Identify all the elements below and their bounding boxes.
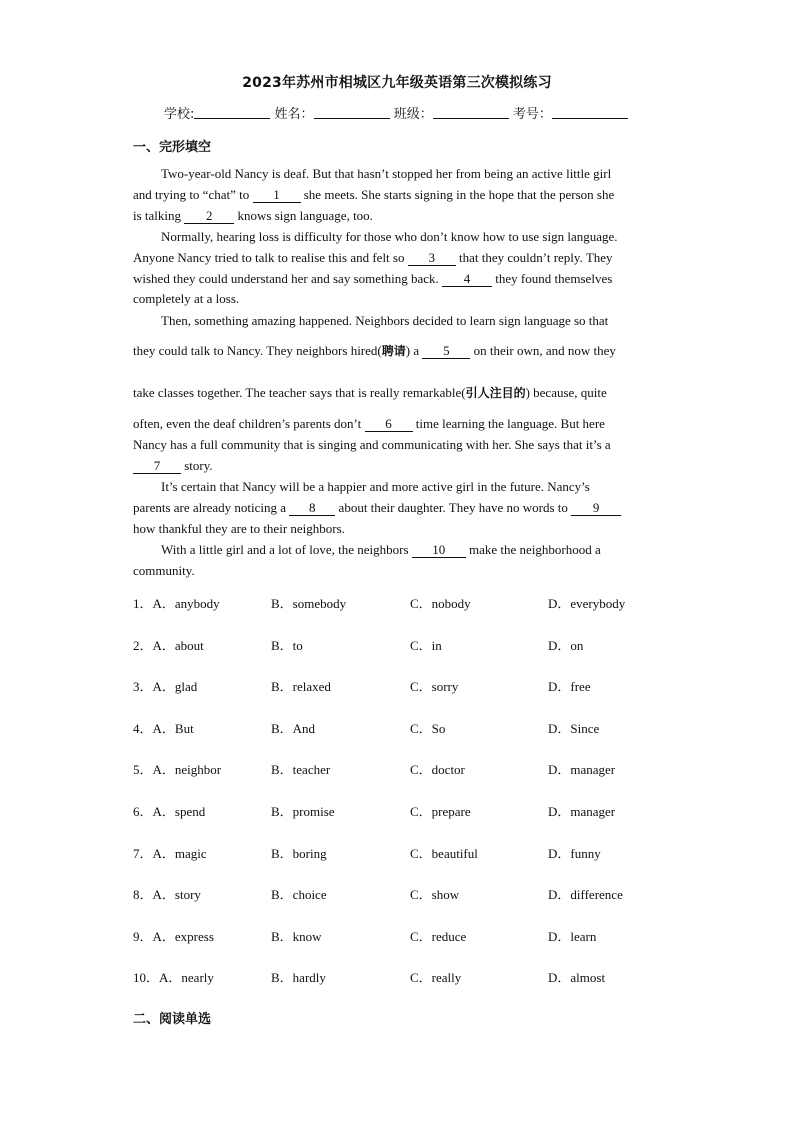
passage-paragraph-1 [133,164,653,226]
passage-paragraph-3 [133,311,653,332]
option-d[interactable]: D．funny [548,845,601,861]
exam-number-blank [552,106,628,119]
text-line: how thankful they are to their neighbors. [133,520,345,536]
chinese-gloss: 引人注目的 [465,386,526,400]
option-a[interactable]: 4．A．But [133,720,194,736]
option-a[interactable]: 7．A．magic [133,845,207,861]
option-a[interactable]: 10．A．nearly [133,970,214,986]
text-line: Anyone Nancy tried to talk to realise this and felt so 3 that they couldn’t reply. They [133,249,613,265]
class-blank [433,106,509,119]
passage-paragraph-3-cont2 [133,383,653,404]
passage-paragraph-3-cont [133,341,653,362]
blank-6: 6 [365,417,413,432]
exam-number-label: 考号： [512,107,552,122]
blank-9: 9 [571,501,621,516]
blank-4: 4 [442,272,492,287]
blank-3: 3 [408,251,456,266]
option-c[interactable]: C．So [410,720,446,736]
option-c[interactable]: C．beautiful [410,845,478,861]
text-line: is talking 2 knows sign language, too. [133,207,373,223]
class-label: 班级： [393,107,433,122]
name-blank [314,106,390,119]
option-c[interactable]: C．sorry [410,679,459,695]
option-a[interactable]: 5．A．neighbor [133,762,222,778]
text-line: 7 story. [133,456,653,477]
option-c[interactable]: C．doctor [410,762,465,778]
text-line: Nancy has a full community that is singing and communicating with her. She says that it’s a [133,436,611,452]
option-c[interactable]: C．nobody [410,596,471,611]
name-label: 姓名： [274,107,314,122]
blank-7: 7 [133,459,181,474]
text-line: parents are already noticing a 8 about their daughter. They have no words to 9 [133,498,653,519]
text-line: Then, something amazing happened. Neighbors decided to learn sign language so that [161,313,609,328]
option-c[interactable]: C．reduce [410,928,467,944]
option-c[interactable]: C．in [410,637,442,653]
question-row [133,926,693,968]
option-a[interactable]: 8．A．story [133,887,201,903]
option-b[interactable]: B．choice [271,887,327,903]
option-b[interactable]: B．And [271,720,316,736]
option-b[interactable]: B．promise [271,803,335,819]
text-line: wished they could understand her and say something back. 4 they found themselves [133,270,613,286]
question-row [133,759,693,801]
chinese-gloss: 聘请 [381,344,406,358]
option-a[interactable]: 3．A．glad [133,679,198,695]
option-b[interactable]: B．hardly [271,970,326,986]
option-a[interactable]: 6．A．spend [133,803,206,819]
option-b[interactable]: B．know [271,928,322,944]
option-d[interactable]: D．on [548,637,584,653]
student-info-line [164,103,628,122]
option-d[interactable]: D．manager [548,803,616,819]
question-row [133,801,693,843]
question-row [133,718,693,760]
question-row [133,676,693,718]
option-b[interactable]: B．boring [271,845,327,861]
question-row [133,593,693,635]
school-label: 学校: [164,107,195,122]
option-d[interactable]: D．everybody [548,596,626,611]
passage-paragraph-5 [133,540,653,582]
passage-paragraph-3-cont3 [133,414,653,476]
blank-5: 5 [422,344,470,359]
text-line: and trying to “chat” to 1 she meets. She starts signing in the hope that the person she [133,186,615,202]
blank-8: 8 [289,501,335,516]
option-b[interactable]: B．teacher [271,762,331,778]
text-line: With a little girl and a lot of love, the neighbors 10 make the neighborhood a [161,542,601,557]
question-row [133,967,693,1009]
option-d[interactable]: D．almost [548,970,606,986]
text-line: community. [133,562,195,578]
option-a[interactable]: 1．A．anybody [133,596,220,611]
option-b[interactable]: B．somebody [271,596,347,611]
text-line: Two-year-old Nancy is deaf. But that hasn’t stopped her from being an active little girl [161,166,612,181]
question-options [133,593,693,1009]
text-line: It’s certain that Nancy will be a happier and more active girl in the future. Nancy’s [161,479,590,494]
text-line: Normally, hearing loss is difficulty for those who don’t know how to use sign language. [161,229,618,244]
option-d[interactable]: D．free [548,679,591,695]
section-heading-reading: 二、阅读单选 [133,1012,212,1027]
question-row [133,635,693,677]
blank-10: 10 [412,543,466,558]
option-c[interactable]: C．really [410,970,462,986]
text-line: completely at a loss. [133,291,240,307]
school-blank [194,106,270,119]
option-b[interactable]: B．to [271,637,303,653]
option-a[interactable]: 2．A．about [133,637,204,653]
text-line: often, even the deaf children’s parents don’t 6 time learning the language. But here [133,416,605,431]
question-row [133,884,693,926]
text-line: take classes together. The teacher says that is really remarkable(引人注目的) because, quite [133,385,607,400]
section-heading-cloze: 一、完形填空 [133,140,212,155]
option-d[interactable]: D．difference [548,887,623,903]
option-c[interactable]: C．show [410,887,460,903]
blank-1: 1 [253,188,301,203]
passage-paragraph-2 [133,227,653,310]
option-b[interactable]: B．relaxed [271,679,331,695]
option-d[interactable]: D．learn [548,928,597,944]
option-d[interactable]: D．Since [548,720,600,736]
option-d[interactable]: D．manager [548,762,616,778]
blank-2: 2 [184,209,234,224]
option-c[interactable]: C．prepare [410,803,471,819]
question-row [133,843,693,885]
page-title: 2023年苏州市相城区九年级英语第三次模拟练习 [242,75,552,91]
passage-paragraph-4 [133,477,653,539]
option-a[interactable]: 9．A．express [133,928,214,944]
text-line: they could talk to Nancy. They neighbors hired(聘请) a 5 on their own, and now they [133,343,616,358]
